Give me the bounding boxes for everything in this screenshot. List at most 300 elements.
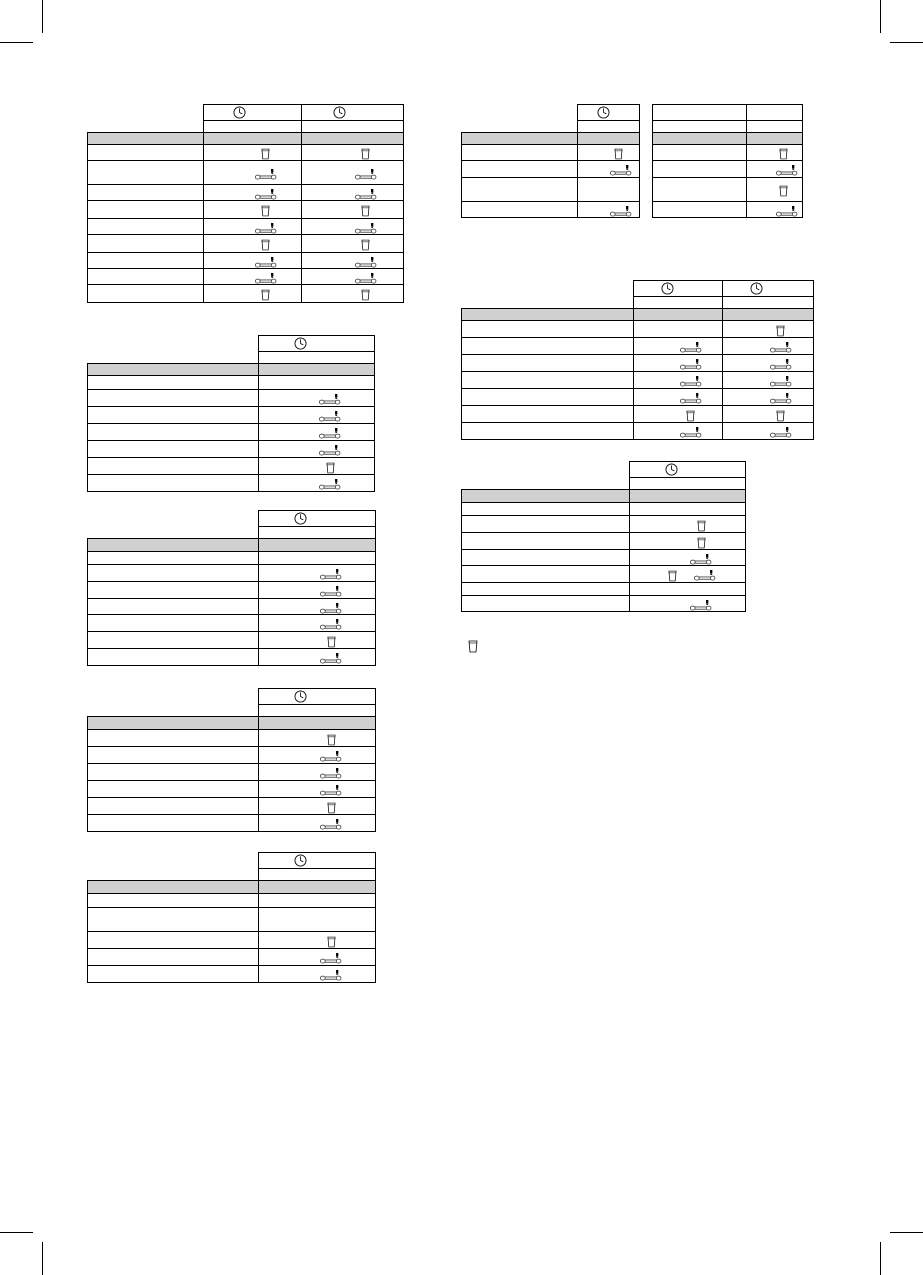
row-label-cell — [88, 145, 204, 161]
row-label-cell — [88, 599, 259, 615]
cup-icon — [779, 185, 788, 197]
section-band — [462, 133, 640, 145]
bar-tool-icon — [680, 376, 702, 387]
bar-tool-icon — [690, 600, 712, 611]
value-cell — [259, 552, 376, 565]
row-label-cell — [462, 423, 634, 440]
crop-mark — [890, 42, 923, 43]
table-row — [462, 145, 640, 161]
header-cell — [302, 121, 404, 133]
header-cell — [747, 105, 803, 121]
header-row — [88, 336, 375, 352]
table-row — [88, 582, 376, 599]
row-label-cell — [88, 932, 259, 949]
table-row — [462, 372, 814, 389]
table-row — [462, 566, 746, 583]
bar-tool-icon — [770, 393, 792, 404]
table-row — [462, 389, 814, 406]
header-cell — [578, 105, 640, 121]
section-band — [88, 539, 376, 552]
row-label-cell — [88, 747, 259, 764]
table-row — [88, 390, 375, 407]
table-row — [88, 949, 376, 966]
row-label-cell — [88, 966, 259, 983]
value-cell — [747, 178, 803, 202]
header-row — [88, 689, 376, 705]
value-cell — [723, 389, 814, 406]
bar-tool-icon — [355, 257, 377, 268]
value-cell — [302, 185, 404, 201]
header-row — [462, 478, 746, 490]
cup-icon — [361, 205, 370, 217]
bar-tool-icon — [610, 206, 632, 217]
bar-tool-icon — [319, 479, 341, 490]
clock-icon — [750, 282, 763, 295]
table-row — [462, 161, 640, 178]
value-cell — [259, 441, 375, 458]
value-cell — [723, 338, 814, 355]
header-cell — [259, 689, 376, 705]
section-band — [462, 490, 746, 503]
row-label-cell — [88, 390, 259, 407]
table-4 — [87, 688, 376, 832]
row-label-cell — [88, 201, 204, 219]
header-row — [88, 869, 376, 881]
value-cell — [634, 321, 723, 338]
bar-tool-icon — [320, 586, 342, 597]
row-label-cell — [88, 185, 204, 201]
row-label-cell — [462, 406, 634, 423]
bar-tool-icon — [355, 273, 377, 284]
bar-tool-icon — [770, 427, 792, 438]
table-row — [88, 730, 376, 747]
value-cell — [204, 185, 302, 201]
table-7 — [652, 104, 803, 218]
value-cell — [578, 202, 640, 218]
cup-icon — [686, 410, 695, 422]
table-row — [88, 747, 376, 764]
table-row — [653, 161, 803, 178]
value-cell — [578, 161, 640, 178]
table-row — [88, 615, 376, 632]
row-label-cell — [88, 235, 204, 253]
row-label-cell — [462, 202, 578, 218]
header-row — [653, 105, 803, 121]
value-cell — [634, 406, 723, 423]
clock-icon — [665, 463, 678, 476]
row-label-cell — [462, 372, 634, 389]
table-row — [88, 269, 404, 285]
table-row — [88, 908, 376, 932]
header-row — [462, 121, 640, 133]
table-row — [462, 583, 746, 596]
row-label-cell — [88, 475, 259, 492]
table-row — [88, 201, 404, 219]
row-label-cell — [88, 615, 259, 632]
table-row — [88, 764, 376, 781]
header-cell — [634, 297, 723, 309]
row-label-cell — [462, 533, 630, 550]
clock-icon — [294, 512, 307, 525]
table-2 — [87, 335, 375, 492]
header-row — [88, 527, 376, 539]
cup-icon — [776, 325, 785, 337]
row-label-cell — [88, 798, 259, 815]
value-cell — [653, 178, 747, 202]
cup-icon — [327, 802, 336, 814]
clock-icon — [661, 282, 674, 295]
row-label-cell — [88, 764, 259, 781]
crop-mark — [880, 1242, 881, 1275]
section-band — [653, 133, 803, 145]
row-label-cell — [462, 338, 634, 355]
header-cell — [634, 281, 723, 297]
bar-tool-icon — [319, 394, 341, 405]
value-cell — [634, 389, 723, 406]
header-row — [88, 352, 375, 364]
value-cell — [630, 516, 746, 533]
table-row — [88, 932, 376, 949]
cup-icon — [361, 148, 370, 160]
row-label-cell — [88, 253, 204, 269]
table-row — [462, 406, 814, 423]
clock-icon — [294, 337, 307, 350]
table-row — [88, 815, 376, 832]
value-cell — [259, 894, 376, 908]
value-cell — [259, 966, 376, 983]
header-row — [462, 281, 814, 297]
value-cell — [204, 201, 302, 219]
clock-icon — [294, 690, 307, 703]
value-cell — [630, 583, 746, 596]
table-row — [88, 253, 404, 269]
table-row — [88, 599, 376, 615]
header-row — [462, 462, 746, 478]
table-row — [88, 565, 376, 582]
table-row — [462, 321, 814, 338]
value-cell — [302, 285, 404, 303]
row-label-cell — [88, 565, 259, 582]
table-row — [88, 458, 375, 475]
header-cell — [723, 281, 814, 297]
table-row — [88, 185, 404, 201]
row-label-cell — [88, 161, 204, 185]
table-row — [462, 550, 746, 566]
value-cell — [259, 730, 376, 747]
value-cell — [302, 269, 404, 285]
row-label-cell — [462, 355, 634, 372]
bar-tool-icon — [694, 570, 716, 581]
value-cell — [302, 161, 404, 185]
row-label-cell — [462, 566, 630, 583]
value-cell — [259, 458, 375, 475]
crop-mark — [890, 1232, 923, 1233]
crop-mark — [880, 0, 881, 33]
table-row — [653, 145, 803, 161]
bar-tool-icon — [610, 165, 632, 176]
bar-tool-icon — [255, 169, 277, 180]
value-cell — [302, 235, 404, 253]
cup-icon — [261, 289, 270, 301]
value-cell — [302, 219, 404, 235]
bar-tool-icon — [770, 376, 792, 387]
clock-icon — [597, 106, 610, 119]
row-label-cell — [462, 389, 634, 406]
table-row — [462, 596, 746, 612]
cup-icon — [779, 148, 788, 160]
bar-tool-icon — [690, 554, 712, 565]
table-row — [88, 424, 375, 441]
value-cell — [204, 145, 302, 161]
value-cell — [747, 161, 803, 178]
table-row — [88, 966, 376, 983]
value-cell — [630, 533, 746, 550]
value-cell — [259, 407, 375, 424]
row-label-cell — [88, 458, 259, 475]
table-row — [88, 145, 404, 161]
value-cell — [302, 145, 404, 161]
table-row — [462, 355, 814, 372]
crop-mark — [42, 1242, 43, 1275]
header-cell — [630, 478, 746, 490]
value-cell — [204, 161, 302, 185]
cup-icon — [327, 936, 336, 948]
cup-icon — [776, 410, 785, 422]
value-cell — [630, 566, 746, 583]
header-row — [462, 297, 814, 309]
row-label-cell — [88, 949, 259, 966]
bar-tool-icon — [680, 359, 702, 370]
cup-icon — [697, 520, 706, 532]
section-band — [88, 364, 375, 376]
row-label-cell — [88, 632, 259, 649]
bar-tool-icon — [776, 165, 798, 176]
bar-tool-icon — [680, 342, 702, 353]
header-row — [88, 511, 376, 527]
header-cell — [259, 527, 376, 539]
value-cell — [259, 424, 375, 441]
header-cell — [204, 121, 302, 133]
crop-mark — [0, 1232, 33, 1233]
table-9 — [461, 461, 746, 612]
cup-icon — [361, 239, 370, 251]
table-row — [88, 285, 404, 303]
bar-tool-icon — [255, 273, 277, 284]
cup-icon — [261, 239, 270, 251]
bar-tool-icon — [770, 342, 792, 353]
header-cell — [259, 336, 375, 352]
value-cell — [204, 269, 302, 285]
row-label-cell — [88, 781, 259, 798]
value-cell — [630, 550, 746, 566]
row-label-cell — [88, 582, 259, 599]
value-cell — [578, 178, 640, 202]
table-row — [653, 202, 803, 218]
value-cell — [259, 747, 376, 764]
value-cell — [723, 406, 814, 423]
header-cell — [723, 297, 814, 309]
row-label-cell — [88, 815, 259, 832]
header-row — [88, 121, 404, 133]
table-row — [653, 178, 803, 202]
table-row — [88, 798, 376, 815]
clock-icon — [333, 106, 346, 119]
bar-tool-icon — [255, 257, 277, 268]
value-cell — [302, 253, 404, 269]
header-cell — [259, 352, 375, 364]
value-cell — [259, 781, 376, 798]
row-label-cell — [462, 583, 630, 596]
bar-tool-icon — [320, 768, 342, 779]
value-cell — [259, 908, 376, 932]
row-label-cell — [88, 649, 259, 666]
value-cell — [653, 145, 747, 161]
header-cell — [653, 121, 747, 133]
value-cell — [259, 599, 376, 615]
table-1 — [87, 104, 404, 303]
bar-tool-icon — [320, 751, 342, 762]
value-cell — [723, 355, 814, 372]
row-label-cell — [462, 178, 578, 202]
table-row — [88, 649, 376, 666]
table-8 — [461, 280, 814, 440]
cup-icon — [468, 640, 478, 653]
bar-tool-icon — [355, 223, 377, 234]
section-band — [462, 309, 814, 321]
table-row — [88, 407, 375, 424]
row-label-cell — [88, 730, 259, 747]
value-cell — [259, 932, 376, 949]
bar-tool-icon — [680, 427, 702, 438]
row-label-cell — [462, 550, 630, 566]
clock-icon — [233, 106, 246, 119]
table-row — [462, 178, 640, 202]
value-cell — [634, 372, 723, 389]
row-label-cell — [88, 894, 259, 908]
row-label-cell — [88, 552, 259, 565]
footnote — [468, 640, 478, 658]
section-band — [88, 133, 404, 145]
value-cell — [259, 615, 376, 632]
table-row — [462, 423, 814, 440]
header-row — [88, 853, 376, 869]
bar-tool-icon — [770, 359, 792, 370]
row-label-cell — [88, 407, 259, 424]
header-cell — [578, 121, 640, 133]
cup-icon — [327, 734, 336, 746]
value-cell — [634, 423, 723, 440]
cup-icon — [668, 570, 677, 582]
value-cell — [634, 338, 723, 355]
value-cell — [634, 355, 723, 372]
table-row — [88, 235, 404, 253]
table-3 — [87, 510, 376, 666]
value-cell — [204, 219, 302, 235]
bar-tool-icon — [319, 445, 341, 456]
row-label-cell — [462, 503, 630, 516]
row-label-cell — [88, 441, 259, 458]
bar-tool-icon — [319, 428, 341, 439]
bar-tool-icon — [355, 169, 377, 180]
bar-tool-icon — [776, 206, 798, 217]
bar-tool-icon — [320, 970, 342, 981]
bar-tool-icon — [320, 603, 342, 614]
header-cell — [259, 869, 376, 881]
value-cell — [747, 202, 803, 218]
table-row — [88, 161, 404, 185]
cup-icon — [261, 148, 270, 160]
header-row — [88, 705, 376, 717]
header-cell — [302, 105, 404, 121]
bar-tool-icon — [320, 569, 342, 580]
cup-icon — [326, 462, 335, 474]
row-label-cell — [462, 321, 634, 338]
table-row — [462, 202, 640, 218]
table-5 — [87, 852, 376, 983]
row-label-cell — [88, 219, 204, 235]
value-cell — [302, 201, 404, 219]
bar-tool-icon — [320, 785, 342, 796]
value-cell — [747, 145, 803, 161]
row-label-cell — [462, 596, 630, 612]
value-cell — [259, 815, 376, 832]
bar-tool-icon — [255, 223, 277, 234]
bar-tool-icon — [319, 411, 341, 422]
cup-icon — [327, 636, 336, 648]
bar-tool-icon — [680, 393, 702, 404]
value-cell — [259, 475, 375, 492]
row-label-cell — [462, 516, 630, 533]
crop-mark — [42, 0, 43, 33]
value-cell — [630, 503, 746, 516]
row-label-cell — [462, 161, 578, 178]
value-cell — [723, 423, 814, 440]
row-label-cell — [88, 285, 204, 303]
bar-tool-icon — [320, 619, 342, 630]
table-row — [88, 894, 376, 908]
header-cell — [747, 121, 803, 133]
table-row — [462, 533, 746, 550]
bar-tool-icon — [320, 819, 342, 830]
value-cell — [259, 632, 376, 649]
cup-icon — [614, 148, 623, 160]
table-6 — [461, 104, 640, 218]
table-row — [462, 338, 814, 355]
value-cell — [259, 565, 376, 582]
value-cell — [653, 202, 747, 218]
row-label-cell — [88, 269, 204, 285]
value-cell — [259, 376, 375, 390]
value-cell — [259, 649, 376, 666]
row-label-cell — [462, 145, 578, 161]
value-cell — [204, 285, 302, 303]
header-cell — [259, 705, 376, 717]
bar-tool-icon — [320, 953, 342, 964]
header-cell — [630, 462, 746, 478]
crop-mark — [0, 42, 33, 43]
header-cell — [204, 105, 302, 121]
row-label-cell — [88, 424, 259, 441]
table-row — [88, 376, 375, 390]
clock-icon — [294, 854, 307, 867]
header-cell — [653, 105, 747, 121]
value-cell — [259, 764, 376, 781]
bar-tool-icon — [355, 189, 377, 200]
value-cell — [630, 596, 746, 612]
cup-icon — [361, 289, 370, 301]
table-row — [462, 503, 746, 516]
value-cell — [259, 949, 376, 966]
